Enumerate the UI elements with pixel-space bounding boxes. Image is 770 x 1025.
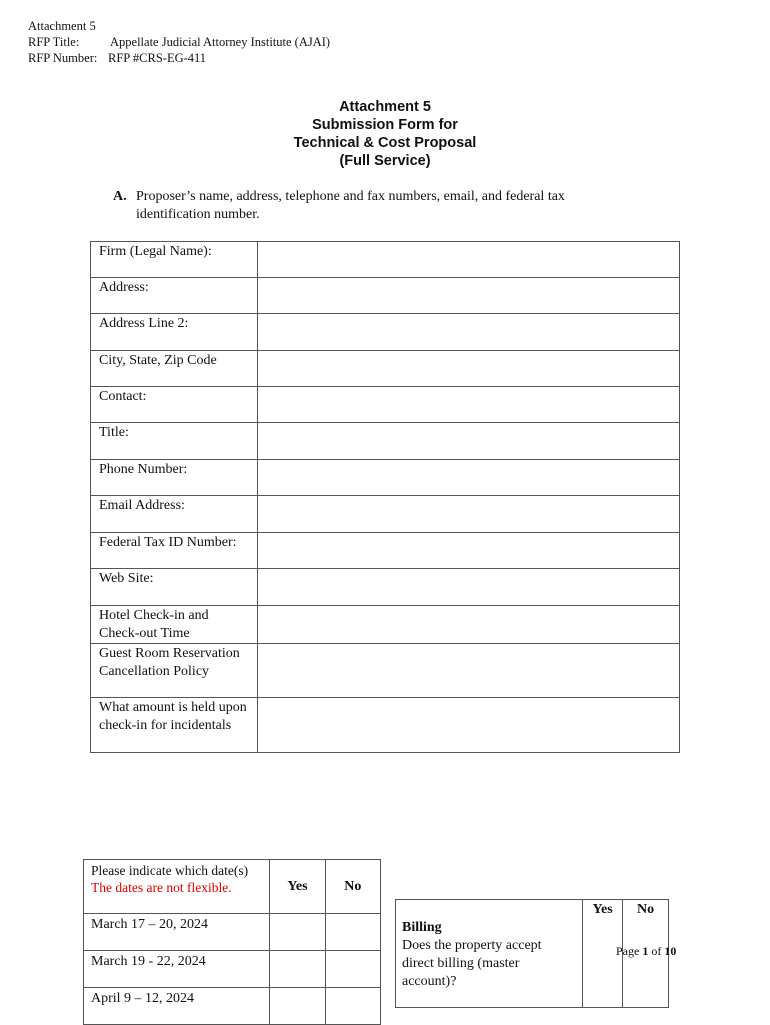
dates-header-cell xyxy=(84,860,270,914)
info-row xyxy=(91,314,680,351)
info-row-value-field[interactable] xyxy=(258,423,680,460)
date-row xyxy=(84,951,381,988)
proposer-info-table xyxy=(90,241,680,753)
info-row-label: Address Line 2: xyxy=(91,314,258,351)
page-title xyxy=(0,98,770,170)
title-line-4: (Full Service) xyxy=(339,153,431,169)
info-row xyxy=(91,698,680,753)
header-attachment: Attachment 5 xyxy=(28,19,96,33)
info-row xyxy=(91,423,680,460)
info-row-value-field[interactable] xyxy=(258,278,680,314)
date-no-cell[interactable] xyxy=(325,914,380,951)
info-row-value-field[interactable] xyxy=(258,242,680,278)
page-current: 1 xyxy=(642,944,649,958)
info-row-label: City, State, Zip Code xyxy=(91,351,258,387)
date-yes-cell[interactable] xyxy=(270,988,325,1025)
date-row xyxy=(84,988,381,1025)
info-row xyxy=(91,569,680,606)
info-row-value-field[interactable] xyxy=(258,533,680,569)
info-row xyxy=(91,351,680,387)
info-row-label: Web Site: xyxy=(91,569,258,606)
info-row-label: Federal Tax ID Number: xyxy=(91,533,258,569)
info-row-value-field[interactable] xyxy=(258,698,680,753)
dates-prompt: Please indicate which date(s) xyxy=(91,863,249,878)
info-row-label: Phone Number: xyxy=(91,460,258,496)
title-line-1: Attachment 5 xyxy=(339,99,431,115)
info-row-value-field[interactable] xyxy=(258,351,680,387)
info-row-value-field[interactable] xyxy=(258,460,680,496)
dates-table xyxy=(83,859,381,1025)
date-label: March 17 – 20, 2024 xyxy=(84,914,270,951)
info-row-value-field[interactable] xyxy=(258,569,680,606)
info-row-label: Hotel Check-in and Check-out Time xyxy=(91,606,258,644)
date-yes-cell[interactable] xyxy=(270,951,325,988)
title-line-3: Technical & Cost Proposal xyxy=(293,135,477,151)
info-row-value-field[interactable] xyxy=(258,496,680,533)
page-number xyxy=(616,944,676,959)
dates-note: The dates are not flexible. xyxy=(91,880,232,895)
title-line-2: Submission Form for xyxy=(312,117,458,133)
info-row-label: Address: xyxy=(91,278,258,314)
info-row xyxy=(91,606,680,644)
section-a-text: Proposer’s name, address, telephone and fax numbers, email, and federal tax identification number. xyxy=(136,189,565,222)
date-no-cell[interactable] xyxy=(325,988,380,1025)
section-a-label: A. xyxy=(113,189,127,204)
date-no-cell[interactable] xyxy=(325,951,380,988)
dates-yes-header: Yes xyxy=(270,860,325,914)
header-rfp-number xyxy=(28,50,206,66)
billing-question: Does the property accept direct billing (master account)? xyxy=(402,938,542,989)
info-row-label: Title: xyxy=(91,423,258,460)
page-total: 10 xyxy=(664,944,677,958)
page-of: of xyxy=(651,944,662,958)
section-a xyxy=(113,188,633,224)
info-row-label: Email Address: xyxy=(91,496,258,533)
info-row-value-field[interactable] xyxy=(258,606,680,644)
date-row xyxy=(84,914,381,951)
info-row xyxy=(91,278,680,314)
rfp-number-label: RFP Number: xyxy=(28,51,98,65)
date-label: March 19 - 22, 2024 xyxy=(84,951,270,988)
date-yes-cell[interactable] xyxy=(270,914,325,951)
info-row-label: Guest Room Reservation Cancellation Policy xyxy=(91,644,258,698)
info-row-value-field[interactable] xyxy=(258,387,680,423)
header-rfp-title xyxy=(28,34,330,50)
rfp-title-label: RFP Title: xyxy=(28,35,80,49)
info-row xyxy=(91,387,680,423)
page-prefix: Page xyxy=(616,944,640,958)
info-row-label: What amount is held upon check-in for incidentals xyxy=(91,698,258,753)
info-row xyxy=(91,533,680,569)
info-row-value-field[interactable] xyxy=(258,314,680,351)
dates-no-header: No xyxy=(325,860,380,914)
info-row xyxy=(91,460,680,496)
info-row-label: Contact: xyxy=(91,387,258,423)
rfp-number-value: RFP #CRS-EG-411 xyxy=(108,51,207,65)
info-row xyxy=(91,644,680,698)
info-row xyxy=(91,242,680,278)
date-label: April 9 – 12, 2024 xyxy=(84,988,270,1025)
rfp-title-value: Appellate Judicial Attorney Institute (AJAI) xyxy=(110,35,331,49)
billing-yes-cell[interactable]: Yes xyxy=(583,900,623,1008)
billing-no-cell[interactable]: No xyxy=(623,900,669,1008)
info-row xyxy=(91,496,680,533)
billing-question-cell xyxy=(396,900,583,1008)
info-row-value-field[interactable] xyxy=(258,644,680,698)
info-row-label: Firm (Legal Name): xyxy=(91,242,258,278)
billing-title: Billing xyxy=(402,920,442,935)
